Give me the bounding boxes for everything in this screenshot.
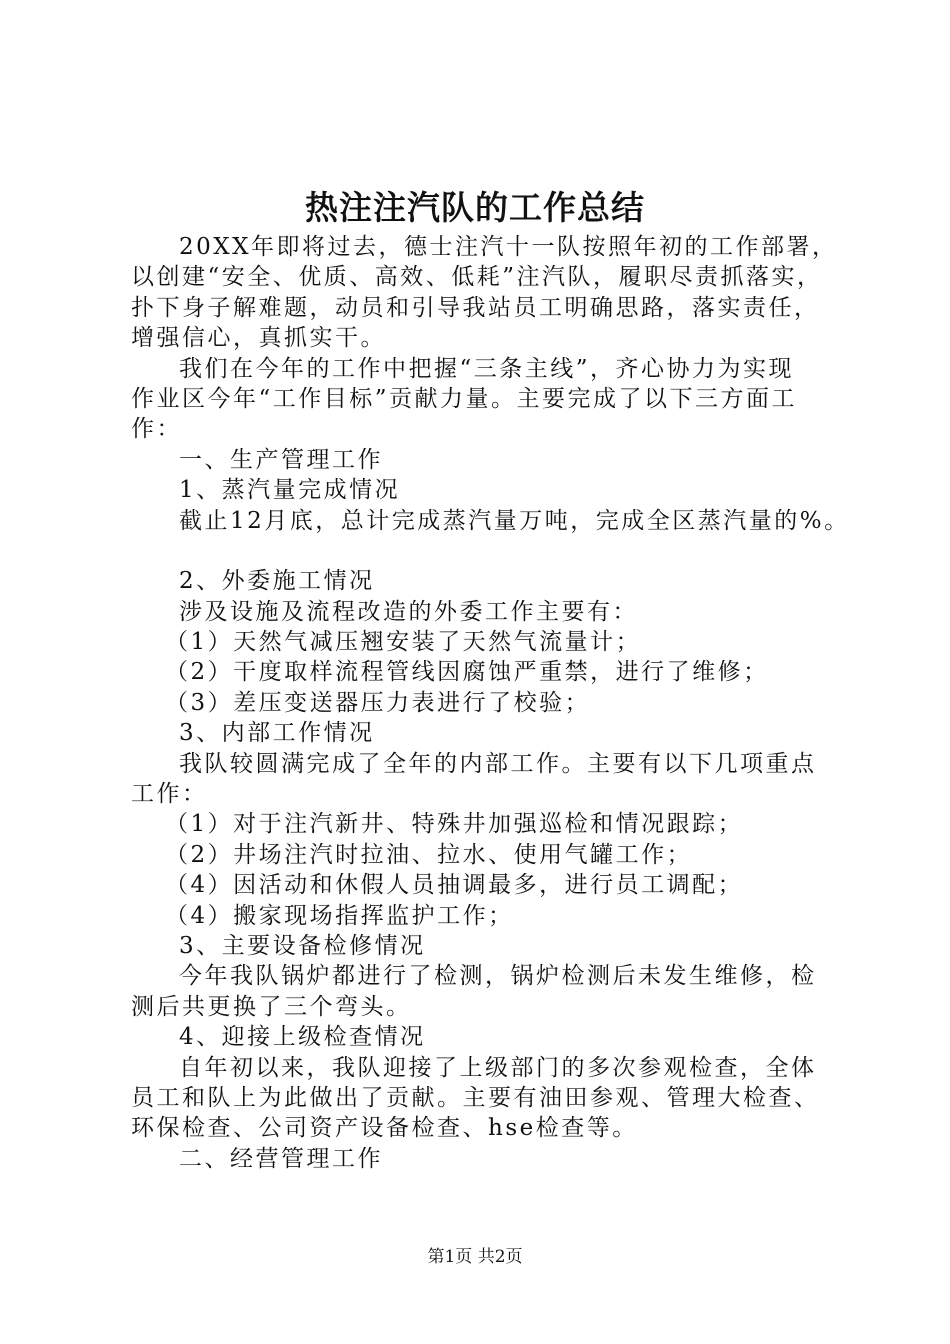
document-title: 热注注汽队的工作总结 bbox=[305, 188, 645, 227]
blank-line bbox=[131, 536, 851, 566]
subsection-heading: 2、外委施工情况 bbox=[179, 568, 375, 595]
body-line: 20XX年即将过去，德士注汽十一队按照年初的工作部署， bbox=[179, 234, 838, 260]
body-line: 自年初以来，我队迎接了上级部门的多次参观检查，全体 bbox=[179, 1054, 817, 1081]
body-line: 我队较圆满完成了全年的内部工作。主要有以下几项重点 bbox=[179, 750, 817, 777]
body-line: 员工和队上为此做出了贡献。主要有油田参观、管理大检查、 bbox=[131, 1084, 820, 1111]
document-body bbox=[131, 232, 851, 1174]
list-item: （4）搬家现场指挥监护工作； bbox=[165, 902, 514, 929]
body-line: 扑下身子解难题，动员和引导我站员工明确思路，落实责任， bbox=[131, 294, 820, 321]
section-heading: 二、经营管理工作 bbox=[179, 1145, 383, 1172]
body-line: 环保检查、公司资产设备检查、hse检查等。 bbox=[131, 1115, 638, 1142]
subsection-heading: 1、蒸汽量完成情况 bbox=[179, 477, 401, 504]
list-item: （4）因活动和休假人员抽调最多，进行员工调配； bbox=[165, 872, 744, 899]
list-item: （2）井场注汽时拉油、拉水、使用气罐工作； bbox=[165, 841, 693, 868]
subsection-heading: 3、主要设备检修情况 bbox=[179, 932, 426, 959]
body-line: 以创建“安全、优质、高效、低耗”注汽队，履职尽责抓落实， bbox=[131, 264, 823, 291]
body-line: 涉及设施及流程改造的外委工作主要有： bbox=[179, 598, 638, 625]
body-line: 增强信心，真抓实干。 bbox=[131, 325, 386, 352]
body-line: 我们在今年的工作中把握“三条主线”，齐心协力为实现 bbox=[179, 355, 795, 382]
list-item: （1）天然气减压翘安装了天然气流量计； bbox=[165, 629, 642, 656]
body-line: 工作： bbox=[131, 781, 208, 808]
page-number: 第1页 共2页 bbox=[427, 1247, 523, 1267]
body-line: 截止12月底，总计完成蒸汽量万吨，完成全区蒸汽量的%。 bbox=[179, 507, 850, 534]
subsection-heading: 4、迎接上级检查情况 bbox=[179, 1024, 426, 1051]
body-line: 今年我队锅炉都进行了检测，锅炉检测后未发生维修，检 bbox=[179, 963, 817, 990]
body-line: 作： bbox=[131, 416, 182, 443]
list-item: （1）对于注汽新井、特殊井加强巡检和情况跟踪； bbox=[165, 811, 744, 838]
list-item: （2）干度取样流程管线因腐蚀严重禁，进行了维修； bbox=[165, 659, 769, 686]
body-line: 测后共更换了三个弯头。 bbox=[131, 993, 412, 1020]
body-line: 作业区今年“工作目标”贡献力量。主要完成了以下三方面工 bbox=[131, 385, 798, 412]
section-heading: 一、生产管理工作 bbox=[179, 446, 383, 473]
list-item: （3）差压变送器压力表进行了校验； bbox=[165, 689, 591, 716]
subsection-heading: 3、内部工作情况 bbox=[179, 720, 375, 747]
